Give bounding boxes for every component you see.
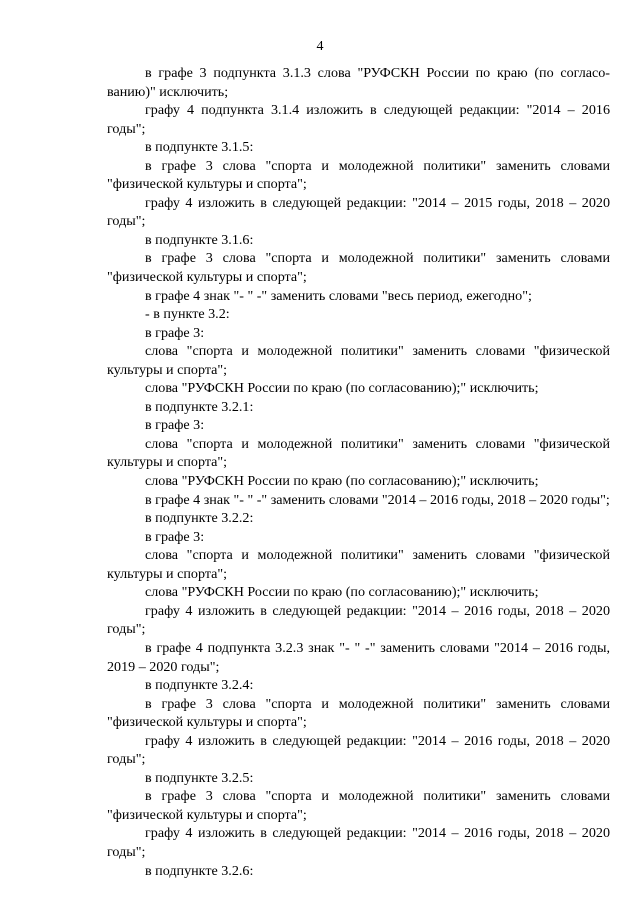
paragraph: слова "РУФСКН России по краю (по согласованию);" исключить; xyxy=(145,473,539,490)
paragraph: в подпункте 3.2.1: xyxy=(145,398,254,415)
paragraph: в подпункте 3.1.6: xyxy=(145,231,254,248)
paragraph: в графе 4 знак "- " -" заменить словами "2014 – 2016 годы, 2018 – 2020 годы"; xyxy=(145,491,610,508)
paragraph: в графе 4 подпункта 3.2.3 знак "- " -" заменить словами "2014 – 2016 годы, 2019 – 2020 годы"; xyxy=(107,639,610,675)
paragraph: в подпункте 3.2.4: xyxy=(145,677,254,694)
paragraph: в графе 3 слова "спорта и молодежной политики" заменить словами "физической культуры и спорта"; xyxy=(107,695,610,731)
paragraph: в графе 3: xyxy=(145,528,205,545)
paragraph: в графе 3 слова "спорта и молодежной политики" заменить словами "физической культуры и спорта"; xyxy=(107,157,610,193)
paragraph: в графе 4 знак "- " -" заменить словами "весь период, ежегодно"; xyxy=(145,287,532,304)
paragraph: слова "спорта и молодежной политики" заменить словами "физической культуры и спорта"; xyxy=(107,435,610,471)
paragraph: слова "РУФСКН России по краю (по согласованию);" исключить; xyxy=(145,584,539,601)
paragraph: графу 4 изложить в следующей редакции: "2014 – 2016 годы, 2018 – 2020 годы"; xyxy=(107,732,610,768)
paragraph: слова "спорта и молодежной политики" заменить словами "физической культуры и спорта"; xyxy=(107,547,610,582)
paragraph: в графе 3: xyxy=(145,417,205,434)
paragraph: графу 4 изложить в следующей редакции: "2014 – 2016 годы, 2018 – 2020 годы"; xyxy=(107,825,610,860)
paragraph: в подпункте 3.2.2: xyxy=(145,510,254,527)
paragraph: слова "РУФСКН России по краю (по согласованию);" исключить; xyxy=(145,380,539,397)
paragraph: в подпункте 3.2.6: xyxy=(145,862,254,879)
paragraph: в графе 3 слова "спорта и молодежной политики" заменить словами "физической культуры и спорта"; xyxy=(107,788,610,823)
document-body xyxy=(107,64,610,880)
paragraph: в подпункте 3.2.5: xyxy=(145,769,254,786)
paragraph: графу 4 изложить в следующей редакции: "2014 – 2015 годы, 2018 – 2020 годы"; xyxy=(107,194,610,230)
paragraph: - в пункте 3.2: xyxy=(145,306,230,323)
paragraph: графу 4 подпункта 3.1.4 изложить в следующей редакции: "2014 – 2016 годы"; xyxy=(107,102,610,137)
paragraph: слова "спорта и молодежной политики" заменить словами "физической культуры и спорта"; xyxy=(107,343,610,378)
paragraph: в графе 3 слова "спорта и молодежной политики" заменить словами "физической культуры и спорта"; xyxy=(107,250,610,286)
paragraph: в графе 3 подпункта 3.1.3 слова "РУФСКН России по краю (по согласованию)" исключить; xyxy=(107,65,610,100)
paragraph: графу 4 изложить в следующей редакции: "2014 – 2016 годы, 2018 – 2020 годы"; xyxy=(107,602,610,638)
paragraph: в подпункте 3.1.5: xyxy=(145,139,254,156)
paragraph: в графе 3: xyxy=(145,324,205,341)
page-number: 4 xyxy=(316,39,324,54)
